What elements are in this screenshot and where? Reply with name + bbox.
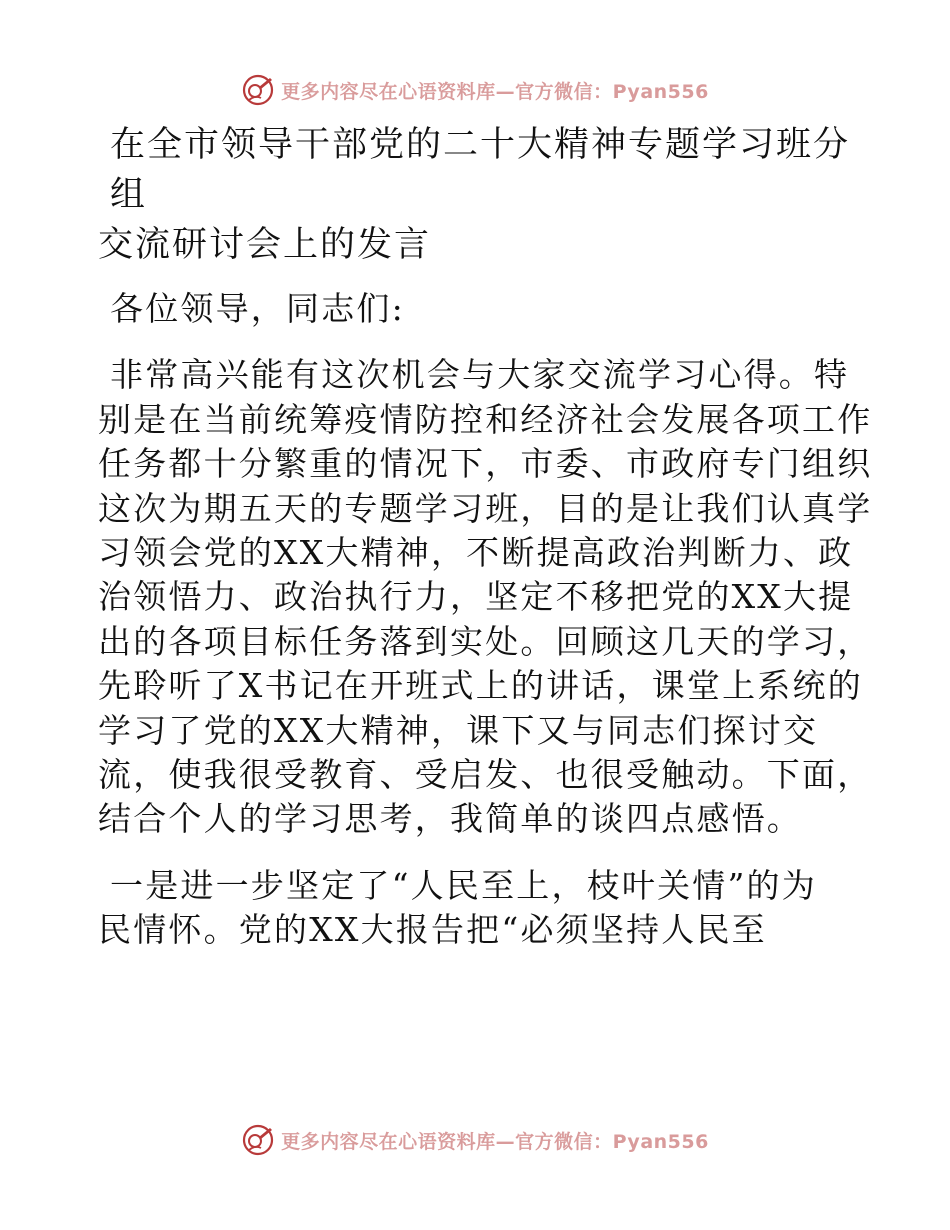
paragraph-line: 学习了党的XX大精神，课下又与同志们探讨交 <box>98 710 819 750</box>
paragraph-1 <box>98 353 873 841</box>
greeting <box>98 287 858 331</box>
paragraph-line: 这次为期五天的专题学习班，目的是让我们认真学 <box>98 488 873 528</box>
document-body <box>98 120 873 953</box>
paragraph-line: 习领会党的XX大精神，不断提高政治判断力、政 <box>98 533 854 573</box>
paragraph-line: 别是在当前统筹疫情防控和经济社会发展各项工作 <box>98 399 873 439</box>
paragraph-line: 一是进一步坚定了“人民至上，枝叶关情”的为 <box>110 865 817 905</box>
watermark-text: 更多内容尽在心语资料库—官方微信：Pyan556 <box>281 1130 709 1153</box>
watermark-bottom <box>0 1120 950 1160</box>
paragraph-2 <box>98 864 858 953</box>
paragraph-line: 非常高兴能有这次机会与大家交流学习心得。特 <box>110 355 850 395</box>
paragraph-line: 任务都十分繁重的情况下，市委、市政府专门组织 <box>98 444 873 484</box>
paragraph-line: 治领悟力、政治执行力，坚定不移把党的XX大提 <box>98 577 854 617</box>
watermark-logo-icon <box>241 73 275 107</box>
title-line: 在全市领导干部党的二十大精神专题学习班分组 <box>110 125 851 215</box>
watermark-text: 更多内容尽在心语资料库—官方微信：Pyan556 <box>281 80 709 103</box>
paragraph-line: 出的各项目标任务落到实处。回顾这几天的学习， <box>98 621 873 661</box>
paragraph-line: 民情怀。党的XX大报告把“必须坚持人民至 <box>98 910 767 950</box>
watermark-logo-icon <box>241 1123 275 1157</box>
paragraph-line: 先聆听了X书记在开班式上的讲话，课堂上系统的 <box>98 666 863 706</box>
paragraph-line: 流，使我很受教育、受启发、也很受触动。下面， <box>98 755 873 795</box>
paragraph-line: 结合个人的学习思考，我简单的谈四点感悟。 <box>98 799 802 839</box>
watermark-top <box>0 70 950 110</box>
title-line: 交流研讨会上的发言 <box>98 225 432 265</box>
document-title <box>98 120 858 270</box>
greeting-text: 各位领导，同志们: <box>110 289 405 328</box>
